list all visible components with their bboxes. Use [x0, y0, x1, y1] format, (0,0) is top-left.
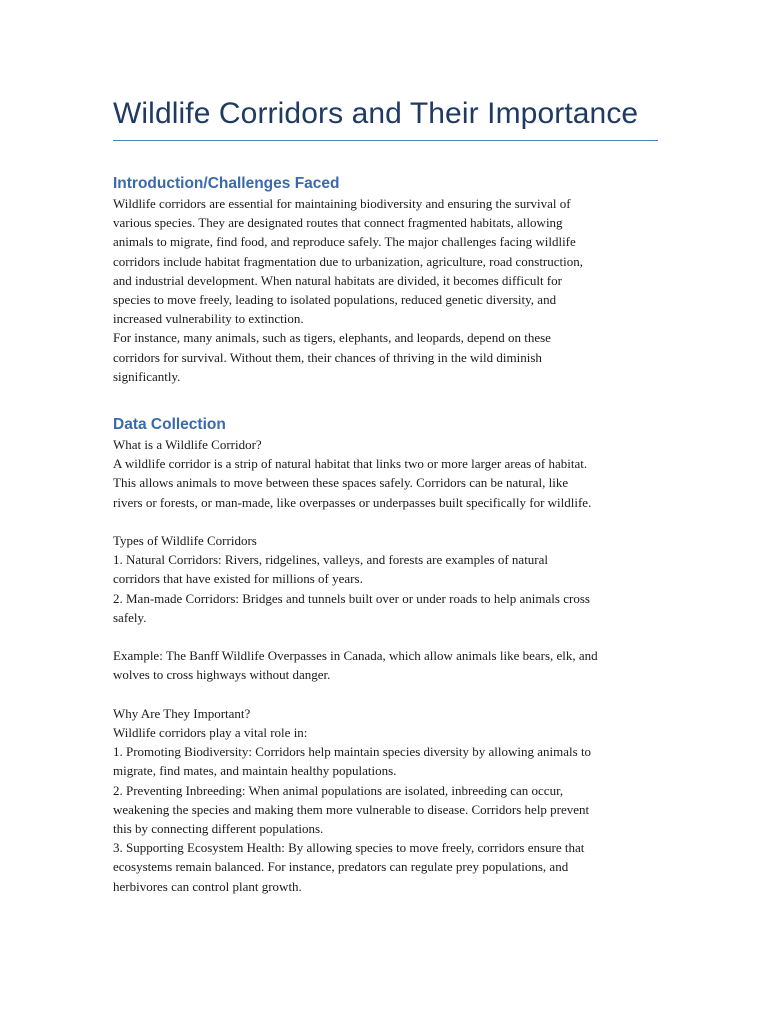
data-line: 2. Man-made Corridors: Bridges and tunnels built over or under roads to help animals cross [113, 590, 590, 606]
data-line: weakening the species and making them more vulnerable to disease. Corridors help prevent [113, 801, 590, 817]
data-line: 3. Supporting Ecosystem Health: By allowing species to move freely, corridors ensure that [113, 840, 585, 856]
data-line: 2. Preventing Inbreeding: When animal populations are isolated, inbreeding can occur, [113, 782, 564, 798]
data-line: A wildlife corridor is a strip of natural habitat that links two or more larger areas of habitat. [113, 456, 588, 472]
data-line: corridors that have existed for millions of years. [113, 571, 363, 587]
intro-line: increased vulnerability to extinction. [113, 311, 304, 327]
intro-line: For instance, many animals, such as tigers, elephants, and leopards, depend on these [113, 330, 551, 346]
intro-line: animals to migrate, find food, and reproduce safely. The major challenges facing wildlife [113, 234, 576, 250]
intro-line: and industrial development. When natural habitats are divided, it becomes difficult for [113, 272, 562, 288]
data-line: Wildlife corridors play a vital role in: [113, 725, 308, 741]
data-line: this by connecting different populations. [113, 821, 324, 837]
data-line: herbivores can control plant growth. [113, 878, 302, 894]
intro-line: species to move freely, leading to isolated populations, reduced genetic diversity, and [113, 292, 557, 308]
data-line: safely. [113, 609, 147, 625]
subheading-what-is-corridor: What is a Wildlife Corridor? [113, 437, 262, 453]
blank-line [113, 685, 658, 704]
data-line: 1. Promoting Biodiversity: Corridors help maintain species diversity by allowing animals to [113, 744, 592, 760]
intro-line: Wildlife corridors are essential for maintaining biodiversity and ensuring the survival of [113, 196, 571, 211]
blank-line [113, 627, 658, 646]
subheading-why-important: Why Are They Important? [113, 705, 251, 721]
data-line: migrate, find mates, and maintain healthy populations. [113, 763, 397, 779]
document-page [113, 94, 658, 896]
document-title: Wildlife Corridors and Their Importance [113, 94, 658, 141]
intro-line: significantly. [113, 368, 181, 384]
intro-line: corridors include habitat fragmentation due to urbanization, agriculture, road construction, [113, 253, 584, 269]
intro-line: corridors for survival. Without them, their chances of thriving in the wild diminish [113, 349, 542, 365]
subheading-types: Types of Wildlife Corridors [113, 533, 257, 549]
example-line: Example: The Banff Wildlife Overpasses in Canada, which allow animals like bears, elk, and [113, 648, 598, 664]
section-heading-data-collection: Data Collection [113, 416, 226, 434]
blank-line [113, 512, 658, 531]
intro-body [113, 194, 658, 386]
example-line: wolves to cross highways without danger. [113, 667, 331, 683]
data-line: 1. Natural Corridors: Rivers, ridgelines, valleys, and forests are examples of natural [113, 552, 549, 568]
data-line: ecosystems remain balanced. For instance, predators can regulate prey populations, and [113, 859, 569, 875]
data-collection-body [113, 435, 658, 896]
section-heading-intro: Introduction/Challenges Faced [113, 175, 340, 192]
intro-line: various species. They are designated routes that connect fragmented habitats, allowing [113, 215, 563, 231]
data-line: This allows animals to move between these spaces safely. Corridors can be natural, like [113, 475, 569, 491]
data-line: rivers or forests, or man-made, like overpasses or underpasses built specifically for wildlife. [113, 494, 592, 510]
